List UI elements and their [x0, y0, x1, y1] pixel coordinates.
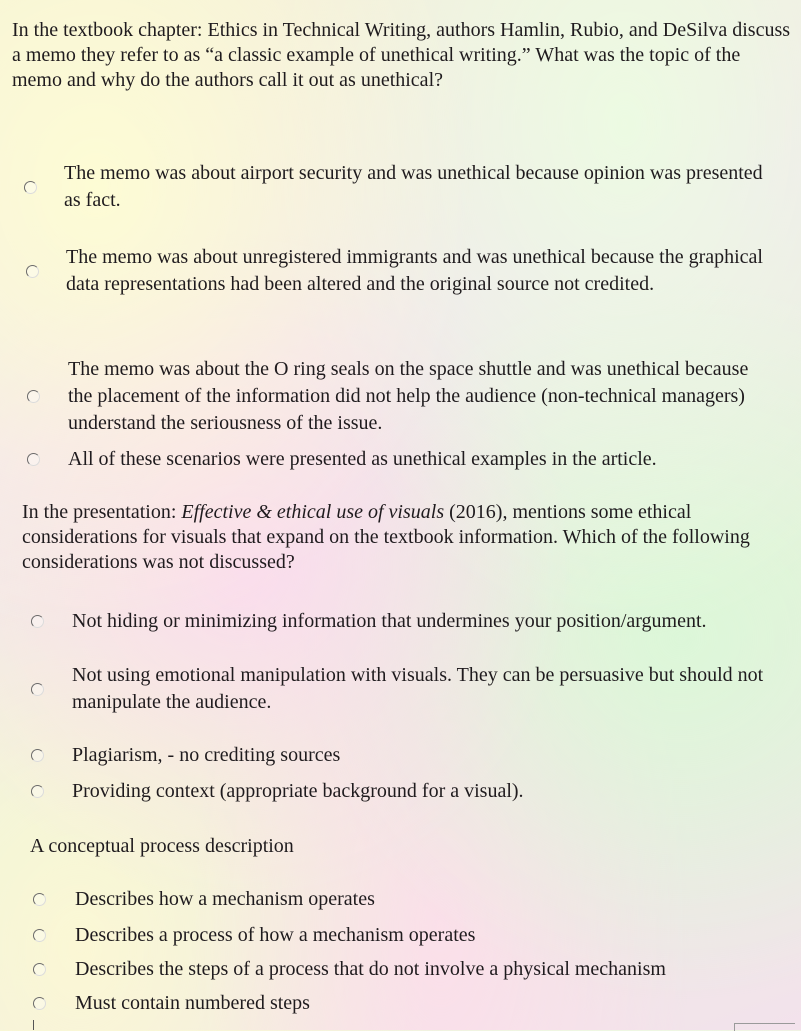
question-2-option-2[interactable]: [31, 662, 772, 716]
option-label: The memo was about airport security and was unethical because opinion was presented as fact.: [64, 162, 763, 211]
question-3-text: [30, 834, 730, 859]
question-2-option-4[interactable]: [31, 778, 692, 805]
question-1-option-3[interactable]: [27, 356, 768, 437]
radio-button[interactable]: [31, 785, 44, 798]
question-1-text: [12, 18, 792, 93]
question-3-option-4[interactable]: [33, 990, 675, 1017]
presentation-title: Effective & ethical use of visuals: [181, 501, 445, 523]
radio-button[interactable]: [27, 453, 40, 466]
radio-button[interactable]: [27, 390, 40, 403]
text-cursor-mark: [33, 1020, 34, 1030]
radio-button[interactable]: [31, 683, 44, 696]
option-label: The memo was about the O ring seals on the space shuttle and was unethical because the placement of the information did not help the audience (non-technical managers) understand the seriousness of the issue.: [68, 358, 749, 434]
question-2-text: [22, 500, 797, 575]
option-label: Not hiding or minimizing information that undermines your position/argument.: [72, 610, 707, 632]
option-label: Plagiarism, - no crediting sources: [72, 744, 341, 766]
question-2-option-3[interactable]: [31, 742, 672, 769]
question-3-prompt: A conceptual process description: [30, 835, 294, 857]
question-2-option-1[interactable]: [31, 608, 801, 635]
question-3-option-2[interactable]: [33, 922, 675, 949]
question-3-option-3[interactable]: [33, 956, 775, 983]
option-label: Not using emotional manipulation with visuals. They can be persuasive but should not manipulate the audience.: [72, 664, 764, 713]
option-label: Must contain numbered steps: [75, 992, 310, 1014]
radio-button[interactable]: [24, 181, 37, 194]
option-label: Describes a process of how a mechanism operates: [75, 924, 476, 946]
radio-button[interactable]: [33, 963, 46, 976]
option-label: All of these scenarios were presented as unethical examples in the article.: [68, 448, 657, 470]
option-label: The memo was about unregistered immigrants and was unethical because the graphical data representations had been altered and the original source not credited.: [66, 246, 763, 295]
radio-button[interactable]: [33, 929, 46, 942]
question-2-suffix: (2016), mentions some ethical considerations for visuals that expand on the textbook information. Which of the following considerations was not discussed?: [22, 501, 750, 573]
radio-button[interactable]: [31, 749, 44, 762]
radio-button[interactable]: [33, 893, 46, 906]
radio-button[interactable]: [31, 615, 44, 628]
question-1-option-1[interactable]: [24, 160, 784, 214]
question-3-option-1[interactable]: [33, 886, 675, 913]
option-label: Describes the steps of a process that do not involve a physical mechanism: [75, 958, 666, 980]
question-1-prompt: In the textbook chapter: Ethics in Technical Writing, authors Hamlin, Rubio, and DeSilva discuss a memo they refer to as “a classic example of unethical writing.” What was the topic of the memo and why do the authors call it out as unethical?: [12, 19, 791, 91]
radio-button[interactable]: [33, 997, 46, 1010]
question-1-option-4[interactable]: [27, 446, 788, 473]
radio-button[interactable]: [26, 265, 39, 278]
question-1-option-2[interactable]: [26, 244, 766, 298]
question-2-prefix: In the presentation:: [22, 501, 182, 523]
option-label: Providing context (appropriate background for a visual).: [72, 780, 524, 802]
option-label: Describes how a mechanism operates: [75, 888, 375, 910]
